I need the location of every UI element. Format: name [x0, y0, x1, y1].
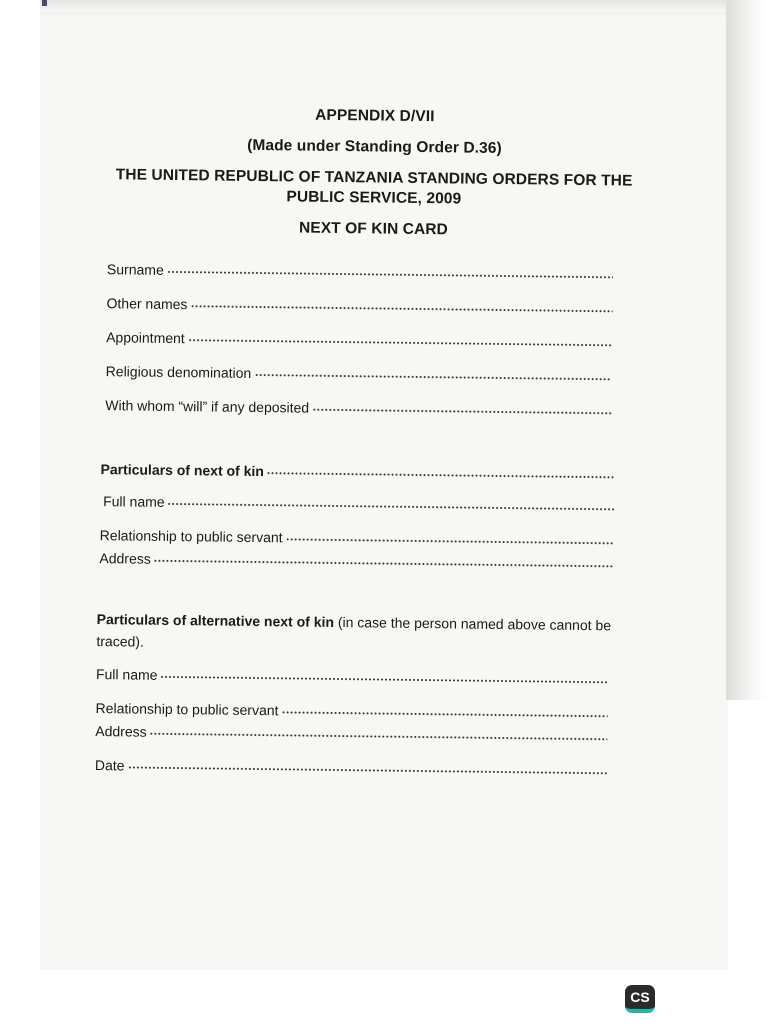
appendix-heading: APPENDIX D/VII [315, 106, 435, 126]
dotted-line [267, 471, 615, 479]
field-label: Relationship to public servant [95, 700, 279, 719]
scan-edge-shadow [726, 0, 768, 700]
dotted-line [188, 338, 612, 347]
dotted-line [160, 675, 608, 684]
appointment-field[interactable] [106, 325, 612, 351]
dotted-line [168, 502, 615, 511]
field-label: Religious denomination [105, 363, 252, 381]
field-label: Relationship to public servant [99, 527, 283, 546]
alternative-next-of-kin-title: Particulars of alternative next of kin [96, 611, 335, 630]
dotted-line [312, 408, 611, 416]
field-label: Address [99, 550, 151, 567]
surname-field[interactable] [107, 257, 613, 283]
field-label: Address [95, 723, 147, 740]
alternative-next-of-kin-heading [96, 608, 616, 658]
next-of-kin-title: Particulars of next of kin [100, 461, 265, 480]
personal-section [105, 257, 613, 419]
next-of-kin-section [99, 457, 614, 572]
field-label: Date [94, 757, 125, 774]
scan-top-shadow [40, 0, 730, 18]
religious-denomination-field[interactable] [106, 359, 612, 385]
will-deposited-field[interactable] [105, 393, 611, 419]
alternative-next-of-kin-section [94, 608, 612, 779]
field-label: Other names [106, 295, 188, 313]
republic-heading: THE UNITED REPUBLIC OF TANZANIA STANDING ORDERS FOR THE PUBLIC SERVICE, 2009 [115, 166, 633, 208]
dotted-line [281, 710, 607, 718]
next-of-kin-full-name-field[interactable] [103, 489, 614, 515]
dotted-line [190, 304, 612, 313]
dotted-line [154, 559, 614, 569]
card-title: NEXT OF KIN CARD [298, 219, 449, 239]
alternative-relationship-field[interactable] [96, 696, 608, 722]
dotted-line [150, 732, 608, 742]
field-label: With whom “will” if any deposited [105, 397, 310, 416]
scan-corner-mark [42, 0, 47, 6]
form-content [87, 104, 655, 780]
dotted-line [286, 537, 614, 545]
alternative-address-field[interactable] [95, 719, 607, 745]
field-label: Full name [103, 493, 165, 510]
alternative-next-of-kin-note: (in case the person named above cannot be traced). [96, 614, 612, 650]
field-label: Full name [95, 666, 158, 683]
dotted-line [127, 765, 606, 775]
other-names-field[interactable] [106, 291, 612, 317]
next-of-kin-title-row [100, 457, 614, 483]
field-label: Surname [106, 261, 164, 278]
field-label: Appointment [106, 329, 185, 347]
next-of-kin-address-field[interactable] [99, 546, 613, 572]
standing-order-subheading: (Made under Standing Order D.36) [247, 136, 502, 157]
dotted-line [254, 373, 611, 381]
camscanner-badge: CS [625, 985, 655, 1013]
dotted-line [167, 270, 613, 279]
next-of-kin-relationship-field[interactable] [100, 523, 614, 549]
alternative-full-name-field[interactable] [96, 662, 608, 688]
